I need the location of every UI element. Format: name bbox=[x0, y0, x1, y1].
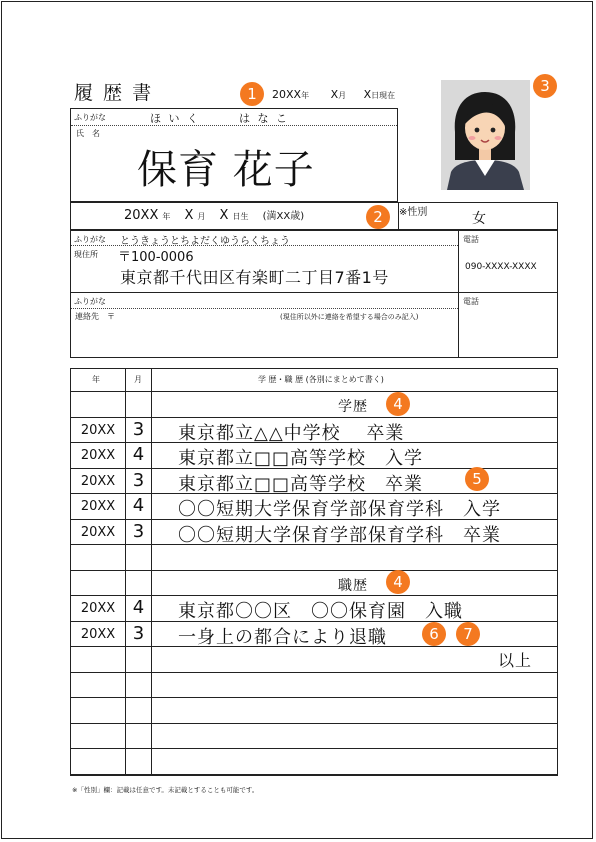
birth-gatsu: 月 bbox=[197, 212, 206, 221]
col-month-header: 月 bbox=[134, 375, 142, 384]
birth-date bbox=[124, 207, 304, 223]
row-content: 東京都立□□高等学校 卒業 bbox=[178, 474, 424, 495]
address-phone-label: 電話 bbox=[463, 235, 479, 244]
birth-nen: 年 bbox=[162, 212, 171, 221]
birth-age: (満XX歳) bbox=[262, 211, 305, 222]
row-year: 20XX bbox=[80, 499, 116, 514]
badge-6: 6 bbox=[422, 622, 446, 646]
row-content: 一身上の都合により退職 bbox=[178, 627, 387, 648]
header-nen: 年 bbox=[301, 91, 310, 100]
name-furigana-label: ふりがな bbox=[74, 113, 106, 122]
row-year: 20XX bbox=[80, 474, 116, 489]
badge-7: 7 bbox=[456, 622, 480, 646]
header-gatsu: 月 bbox=[338, 91, 347, 100]
row-month: 3 bbox=[132, 419, 145, 440]
row-content: 〇〇短期大学保育学部保育学科 入学 bbox=[178, 499, 501, 520]
contact-note: (現住所以外に連絡を希望する場合のみ記入) bbox=[280, 313, 419, 321]
row-month: 3 bbox=[132, 470, 145, 491]
gender-value: 女 bbox=[472, 211, 486, 227]
birth-day-suffix: 日生 bbox=[232, 212, 249, 221]
row-content: 東京都立□□高等学校 入学 bbox=[178, 448, 424, 469]
row-year: 20XX bbox=[80, 448, 116, 463]
col-content-header: 学 歴・職 歴 (各別にまとめて書く) bbox=[258, 375, 384, 384]
row-year: 20XX bbox=[80, 627, 116, 642]
badge-2: 2 bbox=[366, 205, 390, 229]
name-label: 氏 名 bbox=[76, 129, 100, 138]
row-year: 20XX bbox=[80, 423, 116, 438]
header-date bbox=[272, 88, 395, 101]
row-content: 東京都〇〇区 〇〇保育園 入職 bbox=[178, 601, 463, 622]
row-month: 3 bbox=[132, 623, 145, 644]
col-year-header: 年 bbox=[92, 375, 100, 384]
woman-portrait-icon bbox=[441, 80, 530, 190]
birth-month: X bbox=[184, 208, 194, 223]
badge-3: 3 bbox=[533, 74, 557, 98]
badge-4-work: 4 bbox=[386, 570, 410, 594]
name-furigana-value: ほ い く は な こ bbox=[150, 112, 289, 125]
contact-label: 連絡先 〒 bbox=[75, 312, 115, 321]
row-month: 3 bbox=[132, 521, 145, 542]
row-content: 以上 bbox=[498, 651, 533, 670]
row-month: 4 bbox=[132, 495, 145, 516]
badge-4-education: 4 bbox=[386, 392, 410, 416]
row-year: 20XX bbox=[80, 601, 116, 616]
birth-year: 20XX bbox=[124, 208, 159, 223]
address-label: 現住所 bbox=[74, 250, 98, 259]
header-day: X bbox=[363, 88, 372, 101]
address-phone-value: 090-XXXX-XXXX bbox=[465, 262, 537, 272]
header-day-suffix: 日現在 bbox=[371, 91, 396, 100]
header-month: X bbox=[330, 88, 339, 101]
address-furigana-label: ふりがな bbox=[74, 235, 106, 244]
resume-title: 履 歴 書 bbox=[74, 82, 154, 104]
name-value: 保育 花子 bbox=[137, 147, 315, 193]
gender-label: ※性別 bbox=[399, 207, 428, 218]
address-furigana-value: とうきょうとちよだくゆうらくちょう bbox=[120, 236, 290, 247]
row-content: 〇〇短期大学保育学部保育学科 卒業 bbox=[178, 525, 501, 546]
footnote: ※「性別」欄：記載は任意です。未記載とすることも可能です。 bbox=[72, 786, 259, 794]
row-month: 4 bbox=[132, 597, 145, 618]
address-postal: 〒100-0006 bbox=[118, 250, 194, 265]
address-value: 東京都千代田区有楽町二丁目7番1号 bbox=[120, 268, 389, 287]
badge-5: 5 bbox=[465, 467, 489, 491]
header-year: 20XX bbox=[272, 88, 302, 101]
birth-day: X bbox=[219, 208, 229, 223]
row-content: 職歴 bbox=[338, 578, 368, 594]
contact-phone-label: 電話 bbox=[463, 297, 479, 306]
contact-furigana-label: ふりがな bbox=[74, 297, 106, 306]
row-month: 4 bbox=[132, 444, 145, 465]
photo-box bbox=[441, 80, 530, 190]
badge-1: 1 bbox=[240, 82, 264, 106]
row-content: 学歴 bbox=[338, 399, 368, 415]
row-year: 20XX bbox=[80, 525, 116, 540]
row-content: 東京都立△△中学校 卒業 bbox=[178, 423, 405, 444]
